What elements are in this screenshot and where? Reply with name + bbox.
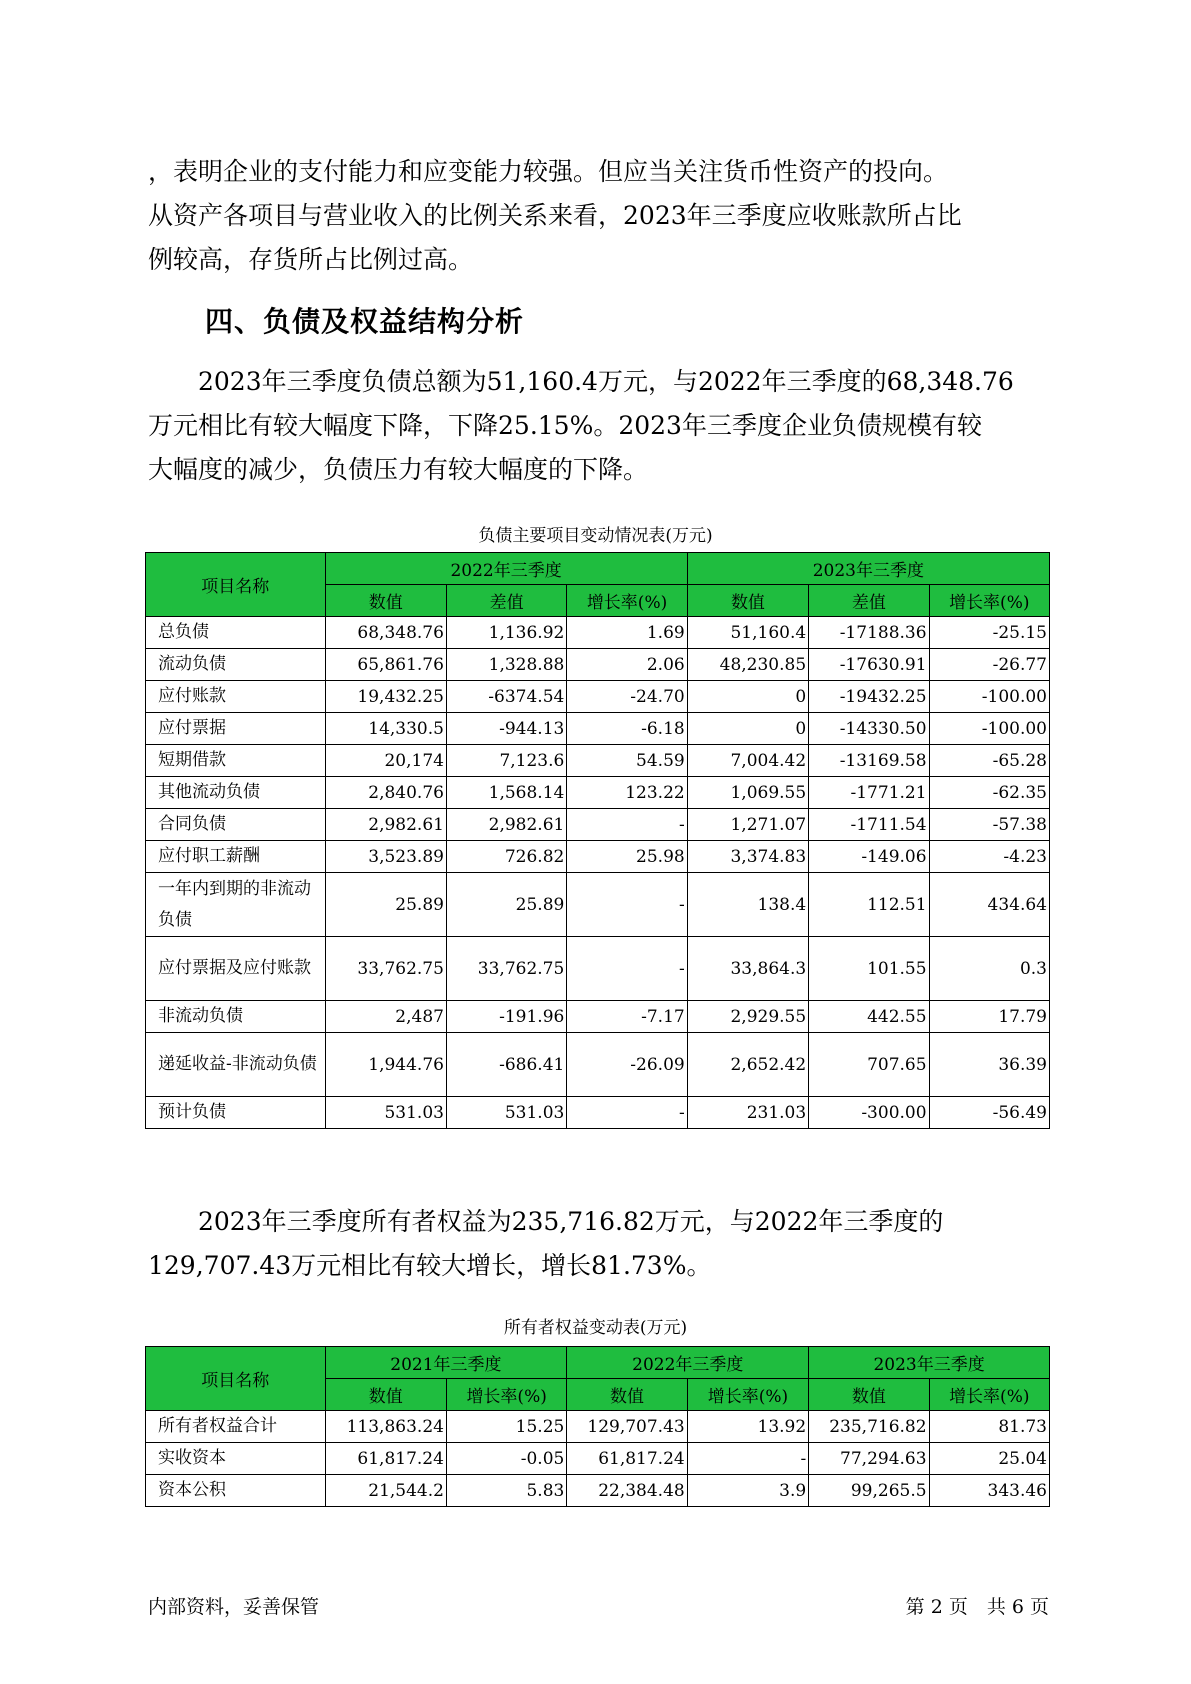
cell-value: 51,160.4	[687, 617, 808, 649]
header-sub: 差值	[809, 585, 929, 617]
cell-value: 2,929.55	[687, 1001, 808, 1033]
paragraph-equity-summary	[148, 1200, 1048, 1288]
cell-value: -65.28	[929, 745, 1049, 777]
table-row	[146, 873, 1050, 937]
header-sub: 数值	[325, 1379, 446, 1411]
row-label: 应付票据及应付账款	[146, 937, 326, 1001]
cell-value: -56.49	[929, 1097, 1049, 1129]
cell-value: 0	[687, 713, 808, 745]
cell-value: 99,265.5	[809, 1475, 929, 1507]
cell-value: 33,762.75	[325, 937, 446, 1001]
text-line: ，表明企业的支付能力和应变能力较强。但应当关注货币性资产的投向。	[148, 157, 949, 186]
cell-value: 531.03	[446, 1097, 566, 1129]
cell-value: -0.05	[446, 1443, 566, 1475]
cell-value: 68,348.76	[325, 617, 446, 649]
text-line: 例较高，存货所占比例过高。	[148, 245, 474, 274]
header-sub: 数值	[809, 1379, 929, 1411]
cell-value: 343.46	[929, 1475, 1049, 1507]
cell-value: 442.55	[809, 1001, 929, 1033]
header-group: 2023年三季度	[809, 1347, 1050, 1379]
table-row	[146, 1443, 1050, 1475]
cell-value: 1,944.76	[325, 1033, 446, 1097]
cell-value: 33,864.3	[687, 937, 808, 1001]
cell-value: 65,861.76	[325, 649, 446, 681]
cell-value: -25.15	[929, 617, 1049, 649]
row-label: 应付职工薪酬	[146, 841, 326, 873]
cell-value: 25.04	[929, 1443, 1049, 1475]
cell-value: -6374.54	[446, 681, 566, 713]
cell-value: 3.9	[687, 1475, 808, 1507]
header-sub: 增长率(%)	[446, 1379, 566, 1411]
cell-value: -300.00	[809, 1097, 929, 1129]
cell-value: 22,384.48	[567, 1475, 687, 1507]
table-row	[146, 713, 1050, 745]
cell-value: 1,328.88	[446, 649, 566, 681]
row-label: 递延收益-非流动负债	[146, 1033, 326, 1097]
equity-table	[145, 1346, 1050, 1507]
cell-value: 2,982.61	[446, 809, 566, 841]
cell-value: -	[567, 873, 687, 937]
cell-value: 20,174	[325, 745, 446, 777]
cell-value: 2,487	[325, 1001, 446, 1033]
cell-value: 7,123.6	[446, 745, 566, 777]
text-line: 万元相比有较大幅度下降，下降25.15%。2023年三季度企业负债规模有较	[148, 411, 982, 440]
table-row	[146, 777, 1050, 809]
cell-value: 5.83	[446, 1475, 566, 1507]
table-caption-equity: 所有者权益变动表(万元)	[503, 1318, 688, 1338]
cell-value: -1771.21	[809, 777, 929, 809]
cell-value: 726.82	[446, 841, 566, 873]
cell-value: -686.41	[446, 1033, 566, 1097]
cell-value: 25.89	[446, 873, 566, 937]
text-line: 2023年三季度负债总额为51,160.4万元，与2022年三季度的68,348.76	[148, 367, 1014, 396]
cell-value: 61,817.24	[567, 1443, 687, 1475]
cell-value: 36.39	[929, 1033, 1049, 1097]
cell-value: 112.51	[809, 873, 929, 937]
row-label: 实收资本	[146, 1443, 326, 1475]
cell-value: 531.03	[325, 1097, 446, 1129]
header-sub: 数值	[687, 585, 808, 617]
cell-value: -1711.54	[809, 809, 929, 841]
cell-value: 1,568.14	[446, 777, 566, 809]
cell-value: -13169.58	[809, 745, 929, 777]
liabilities-table	[145, 552, 1050, 1129]
cell-value: 707.65	[809, 1033, 929, 1097]
cell-value: 21,544.2	[325, 1475, 446, 1507]
table-row	[146, 1411, 1050, 1443]
row-label: 应付账款	[146, 681, 326, 713]
cell-value: 2,982.61	[325, 809, 446, 841]
cell-value: 1.69	[567, 617, 687, 649]
header-sub: 增长率(%)	[567, 585, 687, 617]
header-group: 2022年三季度	[567, 1347, 809, 1379]
cell-value: -100.00	[929, 681, 1049, 713]
header-item-name: 项目名称	[146, 1347, 326, 1411]
cell-value: 123.22	[567, 777, 687, 809]
table-row	[146, 1475, 1050, 1507]
cell-value: 101.55	[809, 937, 929, 1001]
cell-value: 434.64	[929, 873, 1049, 937]
cell-value: 17.79	[929, 1001, 1049, 1033]
header-item-name: 项目名称	[146, 553, 326, 617]
cell-value: 81.73	[929, 1411, 1049, 1443]
text-line: 2023年三季度所有者权益为235,716.82万元，与2022年三季度的	[148, 1207, 944, 1236]
table-caption-liabilities: 负债主要项目变动情况表(万元)	[478, 526, 713, 546]
cell-value: -	[567, 937, 687, 1001]
cell-value: -7.17	[567, 1001, 687, 1033]
table-row	[146, 649, 1050, 681]
cell-value: 7,004.42	[687, 745, 808, 777]
footer-page-number: 第 2 页 共 6 页	[905, 1596, 1049, 1618]
header-sub: 增长率(%)	[929, 585, 1049, 617]
cell-value: -14330.50	[809, 713, 929, 745]
cell-value: 1,069.55	[687, 777, 808, 809]
header-group: 2022年三季度	[325, 553, 687, 585]
cell-value: 1,271.07	[687, 809, 808, 841]
cell-value: -24.70	[567, 681, 687, 713]
cell-value: -100.00	[929, 713, 1049, 745]
cell-value: 138.4	[687, 873, 808, 937]
cell-value: 77,294.63	[809, 1443, 929, 1475]
row-label: 其他流动负债	[146, 777, 326, 809]
cell-value: 2,652.42	[687, 1033, 808, 1097]
row-label: 总负债	[146, 617, 326, 649]
cell-value: -944.13	[446, 713, 566, 745]
table-row	[146, 841, 1050, 873]
header-group: 2023年三季度	[687, 553, 1049, 585]
table-row	[146, 809, 1050, 841]
cell-value: 231.03	[687, 1097, 808, 1129]
cell-value: -	[567, 1097, 687, 1129]
cell-value: -17630.91	[809, 649, 929, 681]
cell-value: 48,230.85	[687, 649, 808, 681]
header-sub: 数值	[567, 1379, 687, 1411]
cell-value: -57.38	[929, 809, 1049, 841]
cell-value: 1,136.92	[446, 617, 566, 649]
table-row	[146, 681, 1050, 713]
row-label: 应付票据	[146, 713, 326, 745]
cell-value: 3,523.89	[325, 841, 446, 873]
text-line: 从资产各项目与营业收入的比例关系来看，2023年三季度应收账款所占比	[148, 201, 962, 230]
row-label: 一年内到期的非流动负债	[146, 873, 326, 937]
table-row	[146, 1001, 1050, 1033]
cell-value: 25.89	[325, 873, 446, 937]
footer-confidential-note: 内部资料，妥善保管	[148, 1596, 320, 1618]
cell-value: 61,817.24	[325, 1443, 446, 1475]
cell-value: 15.25	[446, 1411, 566, 1443]
text-line: 129,707.43万元相比有较大增长，增长81.73%。	[148, 1251, 712, 1280]
cell-value: -191.96	[446, 1001, 566, 1033]
cell-value: -6.18	[567, 713, 687, 745]
cell-value: -149.06	[809, 841, 929, 873]
cell-value: 13.92	[687, 1411, 808, 1443]
cell-value: -26.77	[929, 649, 1049, 681]
row-label: 非流动负债	[146, 1001, 326, 1033]
cell-value: -62.35	[929, 777, 1049, 809]
cell-value: 129,707.43	[567, 1411, 687, 1443]
header-sub: 增长率(%)	[687, 1379, 808, 1411]
cell-value: 0	[687, 681, 808, 713]
row-label: 预计负债	[146, 1097, 326, 1129]
cell-value: -17188.36	[809, 617, 929, 649]
header-sub: 差值	[446, 585, 566, 617]
paragraph-liability-summary	[148, 360, 1048, 492]
table-row	[146, 745, 1050, 777]
row-label: 短期借款	[146, 745, 326, 777]
cell-value: 54.59	[567, 745, 687, 777]
table-row	[146, 937, 1050, 1001]
table-row	[146, 1033, 1050, 1097]
cell-value: -4.23	[929, 841, 1049, 873]
cell-value: 0.3	[929, 937, 1049, 1001]
cell-value: -26.09	[567, 1033, 687, 1097]
cell-value: -19432.25	[809, 681, 929, 713]
cell-value: -	[687, 1443, 808, 1475]
cell-value: -	[567, 809, 687, 841]
row-label: 流动负债	[146, 649, 326, 681]
table-row	[146, 1097, 1050, 1129]
row-label: 所有者权益合计	[146, 1411, 326, 1443]
row-label: 合同负债	[146, 809, 326, 841]
cell-value: 3,374.83	[687, 841, 808, 873]
header-sub: 数值	[325, 585, 446, 617]
text-line: 大幅度的减少，负债压力有较大幅度的下降。	[148, 455, 649, 484]
cell-value: 235,716.82	[809, 1411, 929, 1443]
cell-value: 2,840.76	[325, 777, 446, 809]
header-group: 2021年三季度	[325, 1347, 567, 1379]
section-heading: 四、负债及权益结构分析	[205, 305, 525, 338]
cell-value: 113,863.24	[325, 1411, 446, 1443]
row-label: 资本公积	[146, 1475, 326, 1507]
table-row	[146, 617, 1050, 649]
cell-value: 14,330.5	[325, 713, 446, 745]
paragraph-asset-summary	[148, 150, 1048, 282]
cell-value: 33,762.75	[446, 937, 566, 1001]
header-sub: 增长率(%)	[929, 1379, 1049, 1411]
cell-value: 2.06	[567, 649, 687, 681]
cell-value: 25.98	[567, 841, 687, 873]
cell-value: 19,432.25	[325, 681, 446, 713]
